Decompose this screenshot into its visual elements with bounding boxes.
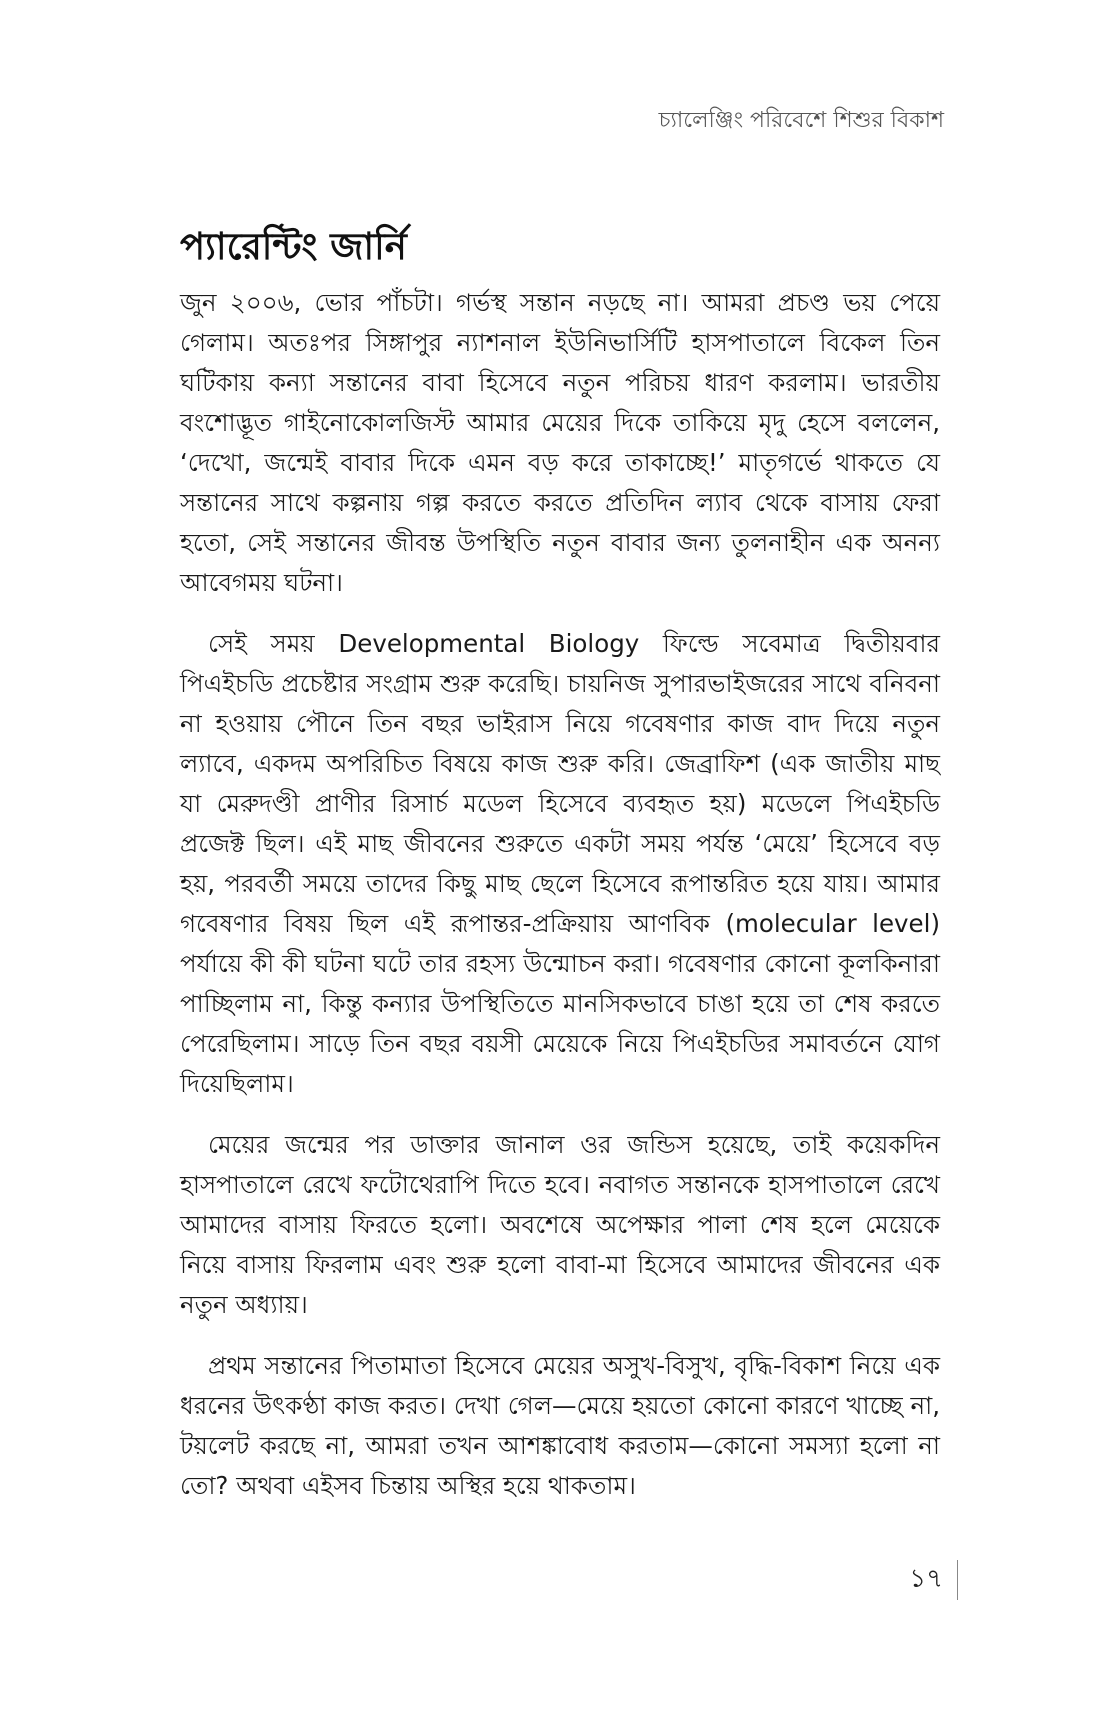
paragraph-3: মেয়ের জন্মের পর ডাক্তার জানাল ওর জন্ডিস হয়েছে, তাই কয়েকদিন হাসপাতালে রেখে ফটোথেরাপি দিতে হবে। নবাগত সন্তানকে হাসপাতালে রেখে আমাদের বাসায় ফিরতে হলো। অবশেষে অপেক্ষার পালা শেষ হলে মেয়েকে নিয়ে বাসায় ফিরলাম এবং শুরু হলো বাবা-মা হিসেবে আমাদের জীবনের এক নতুন অধ্যায়। xyxy=(180,1130,940,1319)
paragraph-2: সেই সময় Developmental Biology ফিল্ডে সবেমাত্র দ্বিতীয়বার পিএইচডি প্রচেষ্টার সংগ্রাম শুরু করেছি। চায়নিজ সুপারভাইজরের সাথে বনিবনা না হওয়ায় পৌনে তিন বছর ভাইরাস নিয়ে গবেষণার কাজ বাদ দিয়ে নতুন ল্যাবে, একদম অপরিচিত বিষয়ে কাজ শুরু করি। জেব্রাফিশ (এক জাতীয় মাছ যা মেরুদণ্ডী প্রাণীর রিসার্চ মডেল হিসেবে ব্যবহৃত হয়) মডেলে পিএইচডি প্রজেক্ট ছিল। এই মাছ জীবনের শুরুতে একটা সময় পর্যন্ত ‘মেয়ে’ হিসেবে বড় হয়, পরবর্তী সময়ে তাদের কিছু মাছ ছেলে হিসেবে রূপান্তরিত হয়ে যায়। আমার গবেষণার বিষয় ছিল এই রূপান্তর-প্রক্রিয়ায় আণবিক (molecular level) পর্যায়ে কী কী ঘটনা ঘটে তার রহস্য উন্মোচন করা। গবেষণার কোনো কূলকিনারা পাচ্ছিলাম না, কিন্তু কন্যার উপস্থিতিতে মানসিকভাবে চাঙা হয়ে তা শেষ করতে পেরেছিলাম। সাড়ে তিন বছর বয়সী মেয়েকে নিয়ে পিএইচডির সমাবর্তনে যোগ দিয়েছিলাম। xyxy=(180,629,940,1098)
paragraph-1: জুন ২০০৬, ভোর পাঁচটা। গর্ভস্থ সন্তান নড়ছে না। আমরা প্রচণ্ড ভয় পেয়ে গেলাম। অতঃপর সিঙ্গাপুর ন্যাশনাল ইউনিভার্সিটি হাসপাতালে বিকেল তিন ঘটিকায় কন্যা সন্তানের বাবা হিসেবে নতুন পরিচয় ধারণ করলাম। ভারতীয় বংশোদ্ভূত গাইনোকোলজিস্ট আমার মেয়ের দিকে তাকিয়ে মৃদু হেসে বললেন, ‘দেখো, জন্মেই বাবার দিকে এমন বড় করে তাকাচ্ছে!’ মাতৃগর্ভে থাকতে যে সন্তানের সাথে কল্পনায় গল্প করতে করতে প্রতিদিন ল্যাব থেকে বাসায় ফেরা হতো, সেই সন্তানের জীবন্ত উপস্থিতি নতুন বাবার জন্য তুলনাহীন এক অনন্য আবেগময় ঘটনা। xyxy=(180,288,940,597)
footer-rule xyxy=(957,1560,958,1600)
chapter-title: প্যারেন্টিং জার্নি xyxy=(180,225,407,268)
running-header: চ্যালেঞ্জিং পরিবেশে শিশুর বিকাশ xyxy=(658,108,944,133)
body-text xyxy=(180,283,940,1527)
page-number: ১৭ xyxy=(909,1564,943,1594)
page-footer xyxy=(909,1558,958,1602)
paragraph-4: প্রথম সন্তানের পিতামাতা হিসেবে মেয়ের অসুখ-বিসুখ, বৃদ্ধি-বিকাশ নিয়ে এক ধরনের উৎকণ্ঠা কাজ করত। দেখা গেল—মেয়ে হয়তো কোনো কারণে খাচ্ছে না, টয়লেট করছে না, আমরা তখন আশঙ্কাবোধ করতাম—কোনো সমস্যা হলো না তো? অথবা এইসব চিন্তায় অস্থির হয়ে থাকতাম। xyxy=(180,1351,940,1500)
